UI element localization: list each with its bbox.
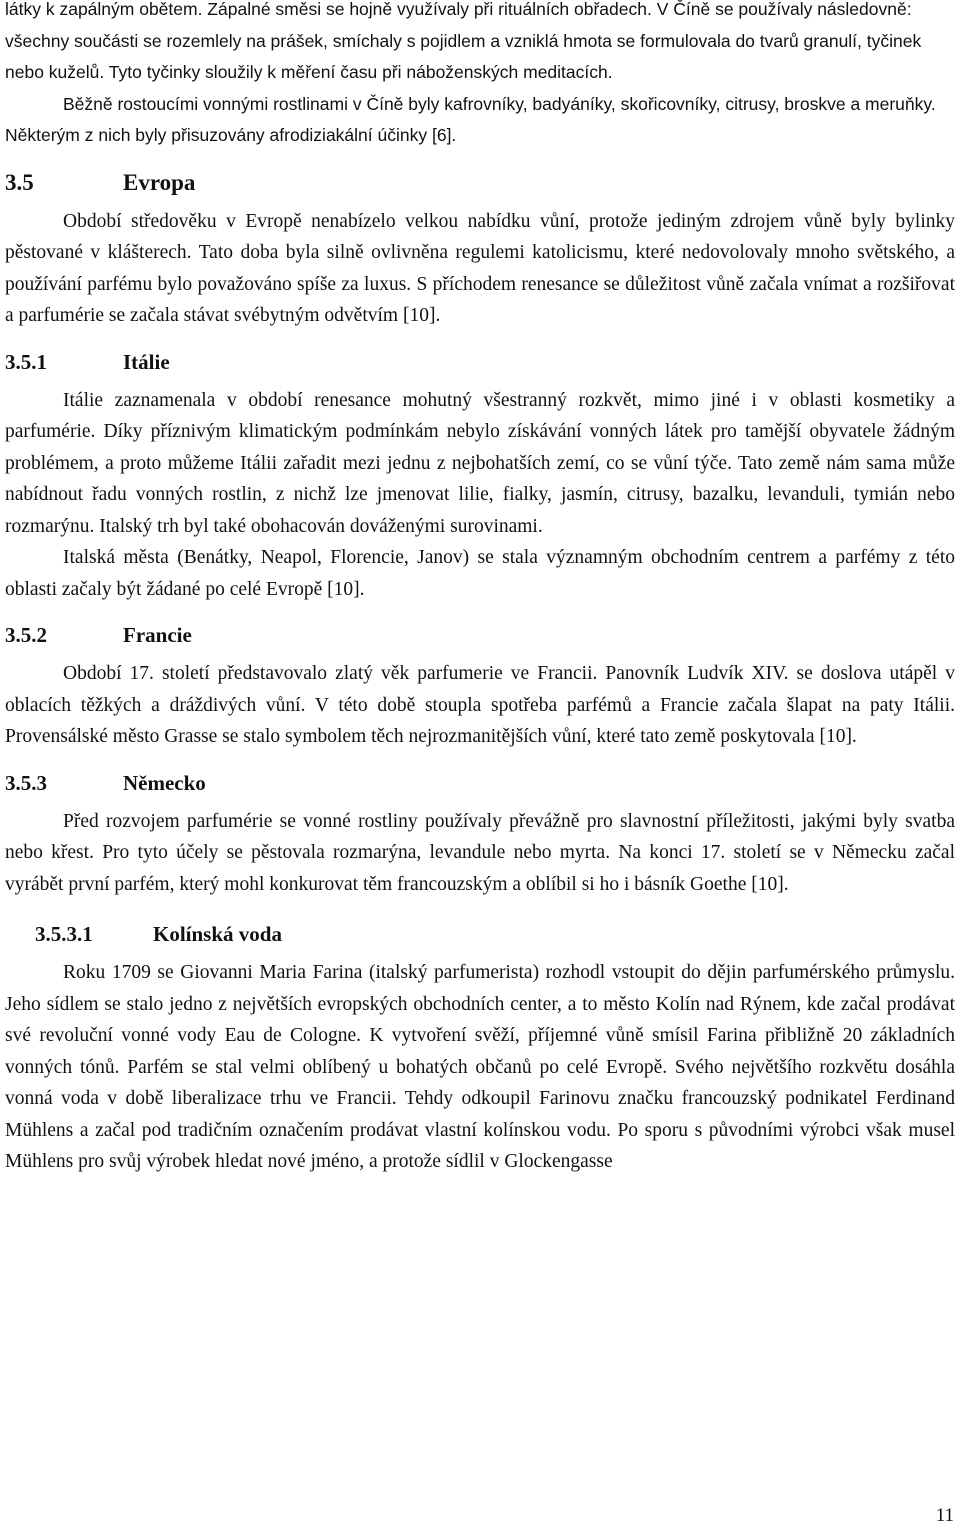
section-title: Evropa bbox=[123, 169, 196, 195]
section-heading-francie bbox=[5, 623, 955, 648]
paragraph-kolinska-voda: Roku 1709 se Giovanni Maria Farina (italský parfumerista) rozhodl vstoupit do dějin parfumérského průmyslu. Jeho sídlem se stalo jedno z největších evropských obchodních center, a to město Kolín nad Rýnem, kde začal prodávat své revoluční vonné vody Eau de Cologne. K vytvoření svěží, příjemné vůně smísil Farina přibližně 20 základních vonných tónů. Parfém se stal velmi oblíbený u bohatých občanů po celé Evropě. Svého největšího rozkvětu dosáhla vonná voda v době liberalizace trhu ve Francii. Tehdy odkoupil Farinovu značku francouzský podnikatel Ferdinand Mühlens a začal pod tradičním označením prodávat vlastní kolínskou vodu. Po sporu s původními výrobci však musel Mühlens pro svůj výrobek hledat nové jméno, a protože sídlil v Glockengasse bbox=[5, 962, 955, 1172]
section-heading-nemecko bbox=[5, 771, 955, 796]
paragraph-evropa: Období středověku v Evropě nenabízelo velkou nabídku vůní, protože jediným zdrojem vůně byly bylinky pěstované v klášterech. Tato doba byla silně ovlivněna regulemi katolicismu, které nedovolovaly mnoho světského, a používání parfému bylo považováno spíše za luxus. S příchodem renesance se důležitost vůně začala vnímat a rozšiřovat a parfumérie se začala stávat svébytným odvětvím [10]. bbox=[5, 210, 955, 326]
section-title: Francie bbox=[123, 623, 192, 647]
page-number: 11 bbox=[935, 1505, 954, 1526]
section-title: Itálie bbox=[123, 349, 170, 374]
section-number: 3.5.1 bbox=[5, 349, 47, 374]
section-heading-italie bbox=[5, 350, 955, 375]
paragraph-francie: Období 17. století představovalo zlatý věk parfumerie ve Francii. Panovník Ludvík XIV. se doslova utápěl v oblacích těžkých a dráždivých vůní. V této době stoupla spotřeba parfémů a Francie začala šlapat na paty Itálii. Provensálské město Grasse se stalo symbolem těch nejrozmanitějších vůní, které tato země poskytovala [10]. bbox=[5, 663, 955, 747]
paragraph-china-incense: látky k zapálným obětem. Zápalné směsi se hojně využívaly při rituálních obřadech. V Číně se používaly následovně: všechny součásti se rozemlely na prášek, smíchaly s pojidlem a vzniklá hmota se formulovala do tvarů granulí, tyčinek nebo kuželů. Tyto tyčinky sloužily k měření času při náboženských meditacích. bbox=[5, 0, 922, 82]
paragraph-italie-1: Itálie zaznamenala v období renesance mohutný všestranný rozkvět, mimo jiné i v oblasti kosmetiky a parfumérie. Díky příznivým klimatickým podmínkám nebylo získávání vonných látek pro tamější obyvatele žádným problémem, a proto můžeme Itálii zařadit mezi jednu z nejbohatších zemí, co se vůní týče. Tato země nám sama může nabídnout řadu vonných rostlin, z nichž lze jmenovat lilie, fialky, jasmín, citrusy, bazalku, levanduli, tymián nebo rozmarýnu. Italský trh byl také obohacován dováženými surovinami. bbox=[5, 389, 955, 537]
paragraph-nemecko: Před rozvojem parfumérie se vonné rostliny používaly převážně pro slavnostní příležitosti, jakými byly svatba nebo křest. Pro tyto účely se pěstovala rozmarýna, levandule nebo myrta. Na konci 17. století se v Německu začal vyrábět první parfém, který mohl konkurovat těm francouzským a oblíbil si ho i básník Goethe [10]. bbox=[5, 810, 955, 895]
section-title: Německo bbox=[123, 770, 206, 795]
section-title: Kolínská voda bbox=[153, 922, 282, 946]
section-number: 3.5.3 bbox=[5, 770, 47, 795]
section-number: 3.5 bbox=[5, 169, 34, 195]
section-heading-kolinska-voda bbox=[5, 922, 955, 947]
section-heading-evropa bbox=[5, 170, 955, 196]
paragraph-italie-2: Italská města (Benátky, Neapol, Florencie, Janov) se stala významným obchodním centrem a parfémy z této oblasti začaly být žádané po celé Evropě [10]. bbox=[5, 547, 955, 600]
section-number: 3.5.3.1 bbox=[35, 922, 93, 946]
document-page bbox=[5, 0, 955, 1178]
section-number: 3.5.2 bbox=[5, 623, 47, 647]
paragraph-china-plants: Běžně rostoucími vonnými rostlinami v Číně byly kafrovníky, badyáníky, skořicovníky, citrusy, broskve a meruňky. Některým z nich byly přisuzovány afrodiziakální účinky [6]. bbox=[5, 93, 936, 145]
